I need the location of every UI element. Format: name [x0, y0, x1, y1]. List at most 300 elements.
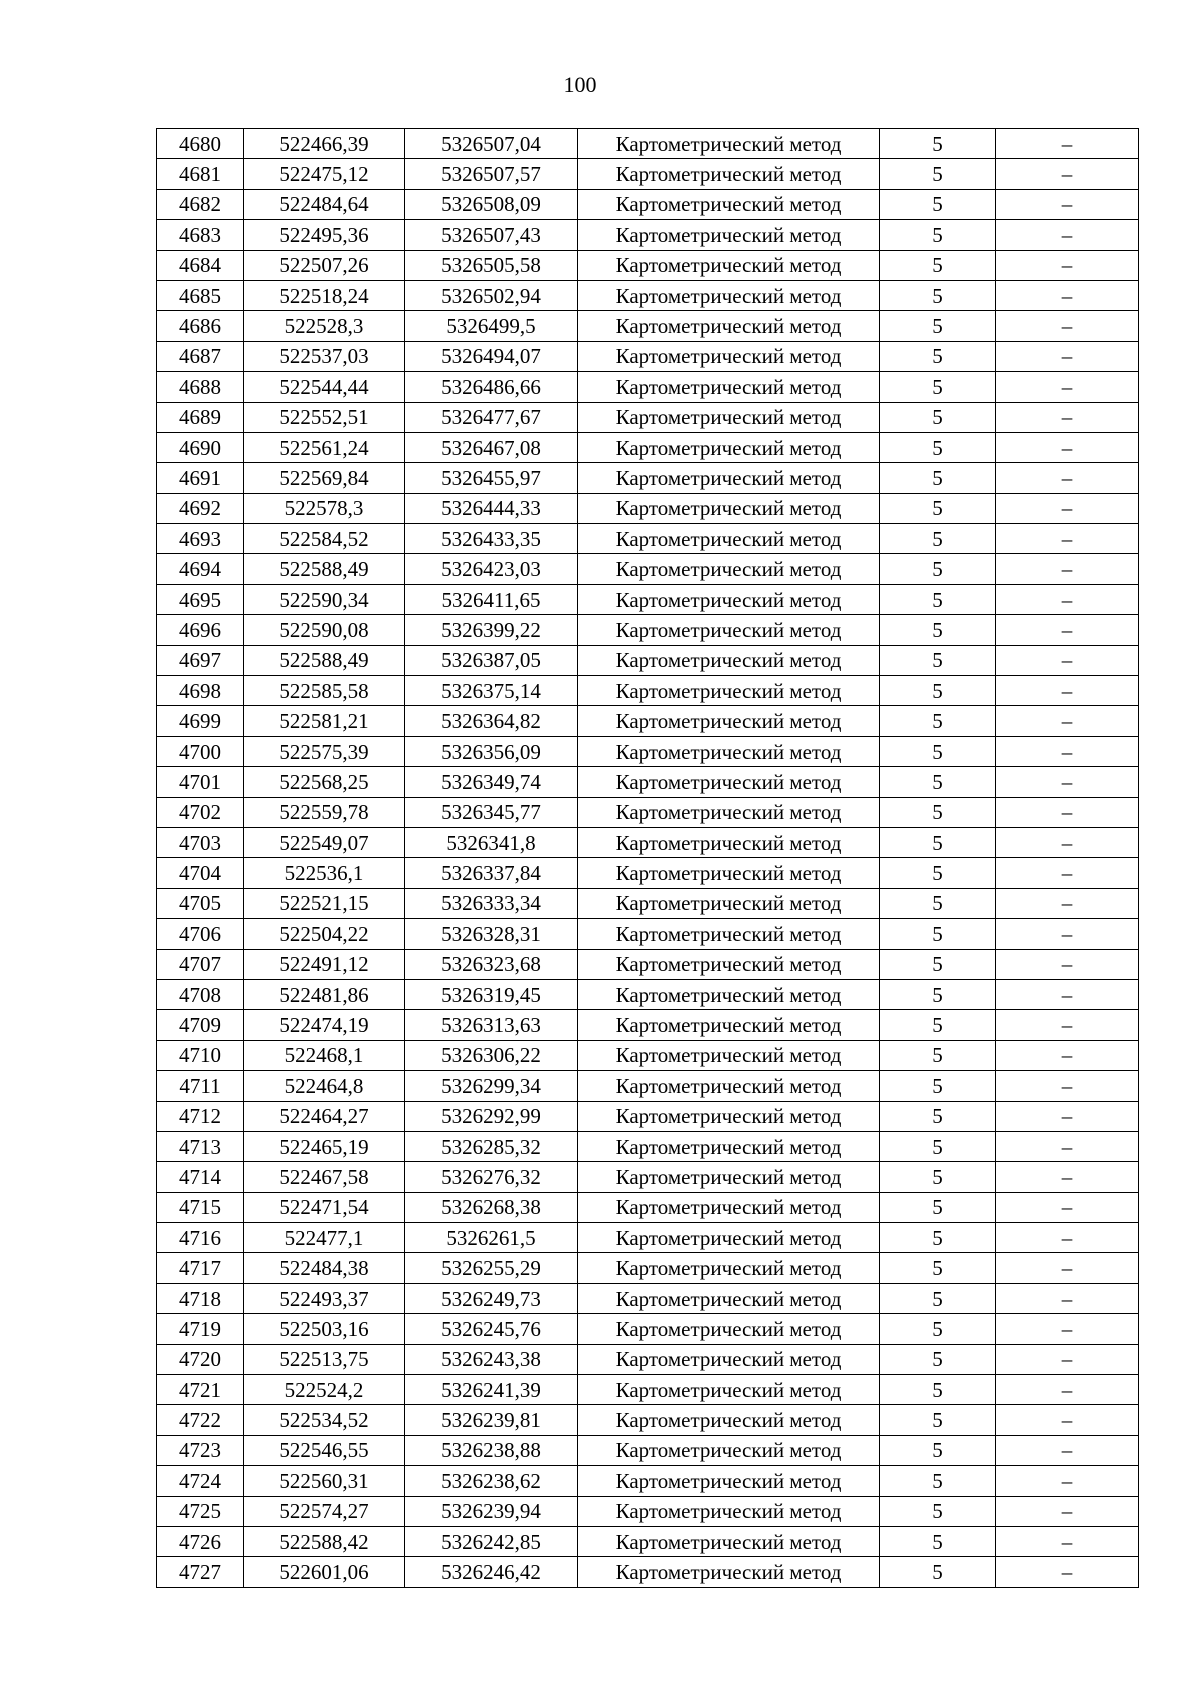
x-coordinate-cell: 522588,42: [244, 1526, 405, 1556]
accuracy-cell: 5: [880, 1344, 996, 1374]
y-coordinate-cell: 5326337,84: [405, 858, 578, 888]
y-coordinate-cell: 5326467,08: [405, 432, 578, 462]
point-number-cell: 4718: [157, 1283, 244, 1313]
accuracy-cell: 5: [880, 676, 996, 706]
accuracy-cell: 5: [880, 1253, 996, 1283]
accuracy-cell: 5: [880, 1040, 996, 1070]
note-cell: –: [996, 919, 1139, 949]
method-cell: Картометрический метод: [578, 736, 880, 766]
x-coordinate-cell: 522574,27: [244, 1496, 405, 1526]
x-coordinate-cell: 522518,24: [244, 280, 405, 310]
y-coordinate-cell: 5326455,97: [405, 463, 578, 493]
y-coordinate-cell: 5326341,8: [405, 827, 578, 857]
y-coordinate-cell: 5326333,34: [405, 888, 578, 918]
table-row: [157, 1071, 1139, 1101]
accuracy-cell: 5: [880, 463, 996, 493]
method-cell: Картометрический метод: [578, 280, 880, 310]
point-number-cell: 4723: [157, 1435, 244, 1465]
accuracy-cell: 5: [880, 979, 996, 1009]
note-cell: –: [996, 1101, 1139, 1131]
accuracy-cell: 5: [880, 311, 996, 341]
y-coordinate-cell: 5326345,77: [405, 797, 578, 827]
note-cell: –: [996, 372, 1139, 402]
y-coordinate-cell: 5326349,74: [405, 767, 578, 797]
y-coordinate-cell: 5326387,05: [405, 645, 578, 675]
table-body: [157, 129, 1139, 1588]
note-cell: –: [996, 524, 1139, 554]
x-coordinate-cell: 522475,12: [244, 159, 405, 189]
point-number-cell: 4699: [157, 706, 244, 736]
x-coordinate-cell: 522471,54: [244, 1192, 405, 1222]
note-cell: –: [996, 827, 1139, 857]
note-cell: –: [996, 1375, 1139, 1405]
y-coordinate-cell: 5326243,38: [405, 1344, 578, 1374]
accuracy-cell: 5: [880, 129, 996, 159]
method-cell: Картометрический метод: [578, 554, 880, 584]
y-coordinate-cell: 5326477,67: [405, 402, 578, 432]
note-cell: –: [996, 220, 1139, 250]
table-row: [157, 372, 1139, 402]
method-cell: Картометрический метод: [578, 1435, 880, 1465]
note-cell: –: [996, 1405, 1139, 1435]
table-row: [157, 129, 1139, 159]
accuracy-cell: 5: [880, 1223, 996, 1253]
x-coordinate-cell: 522549,07: [244, 827, 405, 857]
x-coordinate-cell: 522466,39: [244, 129, 405, 159]
method-cell: Картометрический метод: [578, 919, 880, 949]
y-coordinate-cell: 5326356,09: [405, 736, 578, 766]
table-row: [157, 888, 1139, 918]
y-coordinate-cell: 5326507,04: [405, 129, 578, 159]
method-cell: Картометрический метод: [578, 1162, 880, 1192]
note-cell: –: [996, 250, 1139, 280]
method-cell: Картометрический метод: [578, 1344, 880, 1374]
table-row: [157, 463, 1139, 493]
y-coordinate-cell: 5326508,09: [405, 189, 578, 219]
y-coordinate-cell: 5326306,22: [405, 1040, 578, 1070]
table-row: [157, 676, 1139, 706]
accuracy-cell: 5: [880, 220, 996, 250]
method-cell: Картометрический метод: [578, 1466, 880, 1496]
table-row: [157, 1344, 1139, 1374]
table-row: [157, 1131, 1139, 1161]
method-cell: Картометрический метод: [578, 797, 880, 827]
accuracy-cell: 5: [880, 1314, 996, 1344]
point-number-cell: 4711: [157, 1071, 244, 1101]
x-coordinate-cell: 522493,37: [244, 1283, 405, 1313]
x-coordinate-cell: 522468,1: [244, 1040, 405, 1070]
point-number-cell: 4689: [157, 402, 244, 432]
note-cell: –: [996, 736, 1139, 766]
table-row: [157, 1314, 1139, 1344]
method-cell: Картометрический метод: [578, 341, 880, 371]
point-number-cell: 4704: [157, 858, 244, 888]
table-row: [157, 1526, 1139, 1556]
point-number-cell: 4724: [157, 1466, 244, 1496]
table-row: [157, 1283, 1139, 1313]
point-number-cell: 4696: [157, 615, 244, 645]
point-number-cell: 4700: [157, 736, 244, 766]
x-coordinate-cell: 522561,24: [244, 432, 405, 462]
method-cell: Картометрический метод: [578, 220, 880, 250]
method-cell: Картометрический метод: [578, 1071, 880, 1101]
note-cell: –: [996, 189, 1139, 219]
y-coordinate-cell: 5326444,33: [405, 493, 578, 523]
table-row: [157, 250, 1139, 280]
x-coordinate-cell: 522559,78: [244, 797, 405, 827]
accuracy-cell: 5: [880, 706, 996, 736]
note-cell: –: [996, 432, 1139, 462]
point-number-cell: 4692: [157, 493, 244, 523]
accuracy-cell: 5: [880, 280, 996, 310]
table-row: [157, 706, 1139, 736]
method-cell: Картометрический метод: [578, 767, 880, 797]
accuracy-cell: 5: [880, 1283, 996, 1313]
table-row: [157, 1162, 1139, 1192]
x-coordinate-cell: 522584,52: [244, 524, 405, 554]
point-number-cell: 4693: [157, 524, 244, 554]
y-coordinate-cell: 5326299,34: [405, 1071, 578, 1101]
note-cell: –: [996, 797, 1139, 827]
note-cell: –: [996, 676, 1139, 706]
y-coordinate-cell: 5326499,5: [405, 311, 578, 341]
x-coordinate-cell: 522491,12: [244, 949, 405, 979]
note-cell: –: [996, 1435, 1139, 1465]
note-cell: –: [996, 615, 1139, 645]
accuracy-cell: 5: [880, 250, 996, 280]
point-number-cell: 4701: [157, 767, 244, 797]
x-coordinate-cell: 522588,49: [244, 645, 405, 675]
point-number-cell: 4722: [157, 1405, 244, 1435]
y-coordinate-cell: 5326292,99: [405, 1101, 578, 1131]
point-number-cell: 4721: [157, 1375, 244, 1405]
method-cell: Картометрический метод: [578, 949, 880, 979]
point-number-cell: 4705: [157, 888, 244, 918]
point-number-cell: 4710: [157, 1040, 244, 1070]
method-cell: Картометрический метод: [578, 189, 880, 219]
note-cell: –: [996, 1253, 1139, 1283]
table-row: [157, 1223, 1139, 1253]
table-row: [157, 1375, 1139, 1405]
note-cell: –: [996, 858, 1139, 888]
note-cell: –: [996, 1223, 1139, 1253]
accuracy-cell: 5: [880, 1101, 996, 1131]
x-coordinate-cell: 522590,08: [244, 615, 405, 645]
table-row: [157, 402, 1139, 432]
table-row: [157, 220, 1139, 250]
note-cell: –: [996, 1192, 1139, 1222]
point-number-cell: 4709: [157, 1010, 244, 1040]
x-coordinate-cell: 522524,2: [244, 1375, 405, 1405]
x-coordinate-cell: 522536,1: [244, 858, 405, 888]
x-coordinate-cell: 522590,34: [244, 584, 405, 614]
y-coordinate-cell: 5326241,39: [405, 1375, 578, 1405]
table-row: [157, 615, 1139, 645]
point-number-cell: 4716: [157, 1223, 244, 1253]
method-cell: Картометрический метод: [578, 979, 880, 1009]
note-cell: –: [996, 1496, 1139, 1526]
accuracy-cell: 5: [880, 888, 996, 918]
accuracy-cell: 5: [880, 827, 996, 857]
point-number-cell: 4715: [157, 1192, 244, 1222]
point-number-cell: 4714: [157, 1162, 244, 1192]
note-cell: –: [996, 584, 1139, 614]
y-coordinate-cell: 5326245,76: [405, 1314, 578, 1344]
table-row: [157, 767, 1139, 797]
y-coordinate-cell: 5326328,31: [405, 919, 578, 949]
x-coordinate-cell: 522464,8: [244, 1071, 405, 1101]
point-number-cell: 4706: [157, 919, 244, 949]
method-cell: Картометрический метод: [578, 1283, 880, 1313]
accuracy-cell: 5: [880, 615, 996, 645]
x-coordinate-cell: 522484,38: [244, 1253, 405, 1283]
method-cell: Картометрический метод: [578, 1131, 880, 1161]
point-number-cell: 4702: [157, 797, 244, 827]
y-coordinate-cell: 5326238,88: [405, 1435, 578, 1465]
accuracy-cell: 5: [880, 858, 996, 888]
x-coordinate-cell: 522581,21: [244, 706, 405, 736]
point-number-cell: 4698: [157, 676, 244, 706]
table-row: [157, 524, 1139, 554]
x-coordinate-cell: 522546,55: [244, 1435, 405, 1465]
y-coordinate-cell: 5326242,85: [405, 1526, 578, 1556]
x-coordinate-cell: 522528,3: [244, 311, 405, 341]
method-cell: Картометрический метод: [578, 827, 880, 857]
point-number-cell: 4708: [157, 979, 244, 1009]
note-cell: –: [996, 888, 1139, 918]
method-cell: Картометрический метод: [578, 372, 880, 402]
table-row: [157, 1253, 1139, 1283]
y-coordinate-cell: 5326276,32: [405, 1162, 578, 1192]
accuracy-cell: 5: [880, 1375, 996, 1405]
x-coordinate-cell: 522477,1: [244, 1223, 405, 1253]
method-cell: Картометрический метод: [578, 645, 880, 675]
y-coordinate-cell: 5326494,07: [405, 341, 578, 371]
method-cell: Картометрический метод: [578, 858, 880, 888]
table-row: [157, 1466, 1139, 1496]
accuracy-cell: 5: [880, 797, 996, 827]
point-number-cell: 4691: [157, 463, 244, 493]
y-coordinate-cell: 5326323,68: [405, 949, 578, 979]
x-coordinate-cell: 522568,25: [244, 767, 405, 797]
y-coordinate-cell: 5326261,5: [405, 1223, 578, 1253]
coordinates-table: [156, 128, 1139, 1588]
x-coordinate-cell: 522513,75: [244, 1344, 405, 1374]
point-number-cell: 4707: [157, 949, 244, 979]
point-number-cell: 4681: [157, 159, 244, 189]
x-coordinate-cell: 522544,44: [244, 372, 405, 402]
table-row: [157, 493, 1139, 523]
point-number-cell: 4694: [157, 554, 244, 584]
y-coordinate-cell: 5326433,35: [405, 524, 578, 554]
method-cell: Картометрический метод: [578, 463, 880, 493]
x-coordinate-cell: 522484,64: [244, 189, 405, 219]
note-cell: –: [996, 645, 1139, 675]
y-coordinate-cell: 5326423,03: [405, 554, 578, 584]
note-cell: –: [996, 1071, 1139, 1101]
point-number-cell: 4683: [157, 220, 244, 250]
note-cell: –: [996, 1131, 1139, 1161]
y-coordinate-cell: 5326364,82: [405, 706, 578, 736]
accuracy-cell: 5: [880, 1071, 996, 1101]
table-row: [157, 1496, 1139, 1526]
accuracy-cell: 5: [880, 645, 996, 675]
note-cell: –: [996, 1314, 1139, 1344]
method-cell: Картометрический метод: [578, 524, 880, 554]
table-row: [157, 584, 1139, 614]
accuracy-cell: 5: [880, 767, 996, 797]
x-coordinate-cell: 522534,52: [244, 1405, 405, 1435]
x-coordinate-cell: 522588,49: [244, 554, 405, 584]
y-coordinate-cell: 5326319,45: [405, 979, 578, 1009]
y-coordinate-cell: 5326239,81: [405, 1405, 578, 1435]
note-cell: –: [996, 554, 1139, 584]
method-cell: Картометрический метод: [578, 1526, 880, 1556]
point-number-cell: 4685: [157, 280, 244, 310]
y-coordinate-cell: 5326239,94: [405, 1496, 578, 1526]
accuracy-cell: 5: [880, 1526, 996, 1556]
table-row: [157, 1557, 1139, 1587]
note-cell: –: [996, 706, 1139, 736]
table-row: [157, 1192, 1139, 1222]
table-row: [157, 1010, 1139, 1040]
method-cell: Картометрический метод: [578, 159, 880, 189]
method-cell: Картометрический метод: [578, 676, 880, 706]
table-row: [157, 189, 1139, 219]
point-number-cell: 4727: [157, 1557, 244, 1587]
method-cell: Картометрический метод: [578, 250, 880, 280]
table-row: [157, 1405, 1139, 1435]
note-cell: –: [996, 979, 1139, 1009]
table-row: [157, 1040, 1139, 1070]
accuracy-cell: 5: [880, 736, 996, 766]
table-row: [157, 311, 1139, 341]
table-row: [157, 341, 1139, 371]
point-number-cell: 4680: [157, 129, 244, 159]
note-cell: –: [996, 159, 1139, 189]
x-coordinate-cell: 522467,58: [244, 1162, 405, 1192]
note-cell: –: [996, 1526, 1139, 1556]
method-cell: Картометрический метод: [578, 615, 880, 645]
note-cell: –: [996, 341, 1139, 371]
note-cell: –: [996, 493, 1139, 523]
table-row: [157, 554, 1139, 584]
accuracy-cell: 5: [880, 524, 996, 554]
method-cell: Картометрический метод: [578, 432, 880, 462]
note-cell: –: [996, 767, 1139, 797]
point-number-cell: 4703: [157, 827, 244, 857]
accuracy-cell: 5: [880, 584, 996, 614]
point-number-cell: 4686: [157, 311, 244, 341]
method-cell: Картометрический метод: [578, 1192, 880, 1222]
method-cell: Картометрический метод: [578, 584, 880, 614]
y-coordinate-cell: 5326486,66: [405, 372, 578, 402]
y-coordinate-cell: 5326411,65: [405, 584, 578, 614]
accuracy-cell: 5: [880, 402, 996, 432]
y-coordinate-cell: 5326268,38: [405, 1192, 578, 1222]
point-number-cell: 4682: [157, 189, 244, 219]
accuracy-cell: 5: [880, 189, 996, 219]
point-number-cell: 4687: [157, 341, 244, 371]
y-coordinate-cell: 5326507,43: [405, 220, 578, 250]
y-coordinate-cell: 5326246,42: [405, 1557, 578, 1587]
method-cell: Картометрический метод: [578, 1375, 880, 1405]
point-number-cell: 4725: [157, 1496, 244, 1526]
y-coordinate-cell: 5326375,14: [405, 676, 578, 706]
method-cell: Картометрический метод: [578, 129, 880, 159]
method-cell: Картометрический метод: [578, 1101, 880, 1131]
method-cell: Картометрический метод: [578, 1040, 880, 1070]
note-cell: –: [996, 1040, 1139, 1070]
accuracy-cell: 5: [880, 1557, 996, 1587]
point-number-cell: 4726: [157, 1526, 244, 1556]
accuracy-cell: 5: [880, 372, 996, 402]
table-row: [157, 645, 1139, 675]
note-cell: –: [996, 949, 1139, 979]
note-cell: –: [996, 311, 1139, 341]
accuracy-cell: 5: [880, 1192, 996, 1222]
x-coordinate-cell: 522578,3: [244, 493, 405, 523]
point-number-cell: 4695: [157, 584, 244, 614]
y-coordinate-cell: 5326507,57: [405, 159, 578, 189]
accuracy-cell: 5: [880, 1131, 996, 1161]
note-cell: –: [996, 1010, 1139, 1040]
table-row: [157, 159, 1139, 189]
table-row: [157, 919, 1139, 949]
x-coordinate-cell: 522537,03: [244, 341, 405, 371]
x-coordinate-cell: 522464,27: [244, 1101, 405, 1131]
method-cell: Картометрический метод: [578, 1405, 880, 1435]
point-number-cell: 4720: [157, 1344, 244, 1374]
x-coordinate-cell: 522560,31: [244, 1466, 405, 1496]
x-coordinate-cell: 522507,26: [244, 250, 405, 280]
method-cell: Картометрический метод: [578, 888, 880, 918]
accuracy-cell: 5: [880, 1162, 996, 1192]
accuracy-cell: 5: [880, 949, 996, 979]
x-coordinate-cell: 522552,51: [244, 402, 405, 432]
x-coordinate-cell: 522569,84: [244, 463, 405, 493]
table-row: [157, 736, 1139, 766]
method-cell: Картометрический метод: [578, 1010, 880, 1040]
table-row: [157, 432, 1139, 462]
accuracy-cell: 5: [880, 1010, 996, 1040]
y-coordinate-cell: 5326285,32: [405, 1131, 578, 1161]
method-cell: Картометрический метод: [578, 402, 880, 432]
method-cell: Картометрический метод: [578, 1223, 880, 1253]
x-coordinate-cell: 522481,86: [244, 979, 405, 1009]
method-cell: Картометрический метод: [578, 1253, 880, 1283]
x-coordinate-cell: 522575,39: [244, 736, 405, 766]
x-coordinate-cell: 522601,06: [244, 1557, 405, 1587]
y-coordinate-cell: 5326313,63: [405, 1010, 578, 1040]
point-number-cell: 4712: [157, 1101, 244, 1131]
note-cell: –: [996, 1557, 1139, 1587]
y-coordinate-cell: 5326399,22: [405, 615, 578, 645]
point-number-cell: 4684: [157, 250, 244, 280]
note-cell: –: [996, 463, 1139, 493]
table-row: [157, 1101, 1139, 1131]
y-coordinate-cell: 5326238,62: [405, 1466, 578, 1496]
page-number: 100: [563, 72, 597, 97]
note-cell: –: [996, 402, 1139, 432]
accuracy-cell: 5: [880, 1466, 996, 1496]
y-coordinate-cell: 5326502,94: [405, 280, 578, 310]
table-row: [157, 280, 1139, 310]
method-cell: Картометрический метод: [578, 311, 880, 341]
note-cell: –: [996, 1466, 1139, 1496]
table-row: [157, 858, 1139, 888]
note-cell: –: [996, 280, 1139, 310]
